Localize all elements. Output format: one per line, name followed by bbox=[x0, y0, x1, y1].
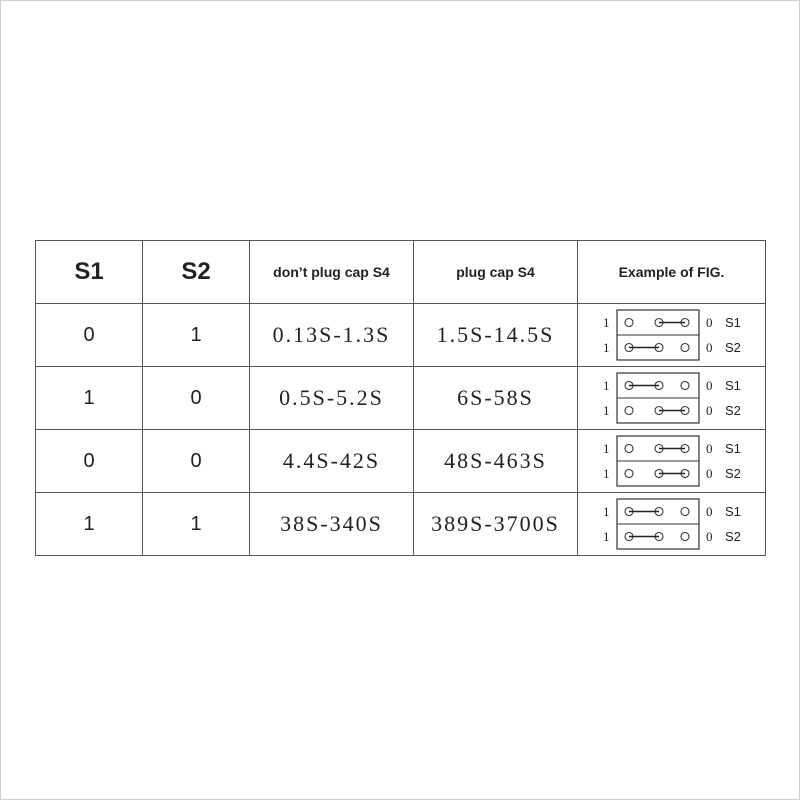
switch-label: S2 bbox=[724, 340, 741, 355]
jumper-diagram bbox=[597, 432, 747, 490]
header-no-cap: don’t plug cap S4 bbox=[250, 241, 414, 304]
cell-s1: 1 bbox=[36, 367, 143, 430]
cell-fig bbox=[578, 430, 766, 493]
header-row bbox=[36, 241, 766, 304]
header-s1: S1 bbox=[36, 241, 143, 304]
cell-fig bbox=[578, 493, 766, 556]
pin-label-one: 1 bbox=[602, 340, 609, 355]
pin-label-one: 1 bbox=[602, 403, 609, 418]
pin-circle bbox=[681, 344, 689, 352]
pin-label-one: 1 bbox=[602, 504, 609, 519]
pin-label-one: 1 bbox=[602, 529, 609, 544]
cell-no-cap: 0.13S-1.3S bbox=[250, 304, 414, 367]
cell-s2: 0 bbox=[143, 430, 250, 493]
cell-s1: 1 bbox=[36, 493, 143, 556]
pin-label-zero: 0 bbox=[705, 315, 712, 330]
table-row bbox=[36, 304, 766, 367]
switch-label: S1 bbox=[724, 315, 741, 330]
pin-label-one: 1 bbox=[602, 466, 609, 481]
table-row bbox=[36, 430, 766, 493]
pin-circle bbox=[681, 533, 689, 541]
pin-label-one: 1 bbox=[602, 441, 609, 456]
cell-fig bbox=[578, 304, 766, 367]
header-cap: plug cap S4 bbox=[414, 241, 578, 304]
pin-circle bbox=[625, 445, 633, 453]
cell-no-cap: 4.4S-42S bbox=[250, 430, 414, 493]
table-row bbox=[36, 493, 766, 556]
cell-no-cap: 38S-340S bbox=[250, 493, 414, 556]
switch-label: S1 bbox=[724, 378, 741, 393]
pin-label-zero: 0 bbox=[705, 466, 712, 481]
cell-fig bbox=[578, 367, 766, 430]
pin-circle bbox=[625, 470, 633, 478]
switch-label: S1 bbox=[724, 441, 741, 456]
pin-label-zero: 0 bbox=[705, 403, 712, 418]
jumper-diagram bbox=[597, 495, 747, 553]
pin-label-zero: 0 bbox=[705, 529, 712, 544]
pin-label-one: 1 bbox=[602, 315, 609, 330]
header-s2: S2 bbox=[143, 241, 250, 304]
cell-no-cap: 0.5S-5.2S bbox=[250, 367, 414, 430]
switch-label: S2 bbox=[724, 529, 741, 544]
cell-s2: 0 bbox=[143, 367, 250, 430]
cell-s1: 0 bbox=[36, 430, 143, 493]
pin-label-zero: 0 bbox=[705, 378, 712, 393]
switch-label: S2 bbox=[724, 466, 741, 481]
jumper-diagram bbox=[597, 306, 747, 364]
cell-cap: 389S-3700S bbox=[414, 493, 578, 556]
cell-s2: 1 bbox=[143, 304, 250, 367]
cell-s2: 1 bbox=[143, 493, 250, 556]
cell-cap: 48S-463S bbox=[414, 430, 578, 493]
pin-circle bbox=[681, 508, 689, 516]
cell-cap: 1.5S-14.5S bbox=[414, 304, 578, 367]
switch-label: S2 bbox=[724, 403, 741, 418]
table-row bbox=[36, 367, 766, 430]
pin-circle bbox=[625, 407, 633, 415]
cell-cap: 6S-58S bbox=[414, 367, 578, 430]
pin-circle bbox=[625, 319, 633, 327]
pin-label-zero: 0 bbox=[705, 504, 712, 519]
cell-s1: 0 bbox=[36, 304, 143, 367]
pin-label-one: 1 bbox=[602, 378, 609, 393]
pin-label-zero: 0 bbox=[705, 441, 712, 456]
timing-table bbox=[35, 240, 766, 556]
header-fig: Example of FIG. bbox=[578, 241, 766, 304]
pin-circle bbox=[681, 382, 689, 390]
switch-label: S1 bbox=[724, 504, 741, 519]
jumper-diagram bbox=[597, 369, 747, 427]
pin-label-zero: 0 bbox=[705, 340, 712, 355]
